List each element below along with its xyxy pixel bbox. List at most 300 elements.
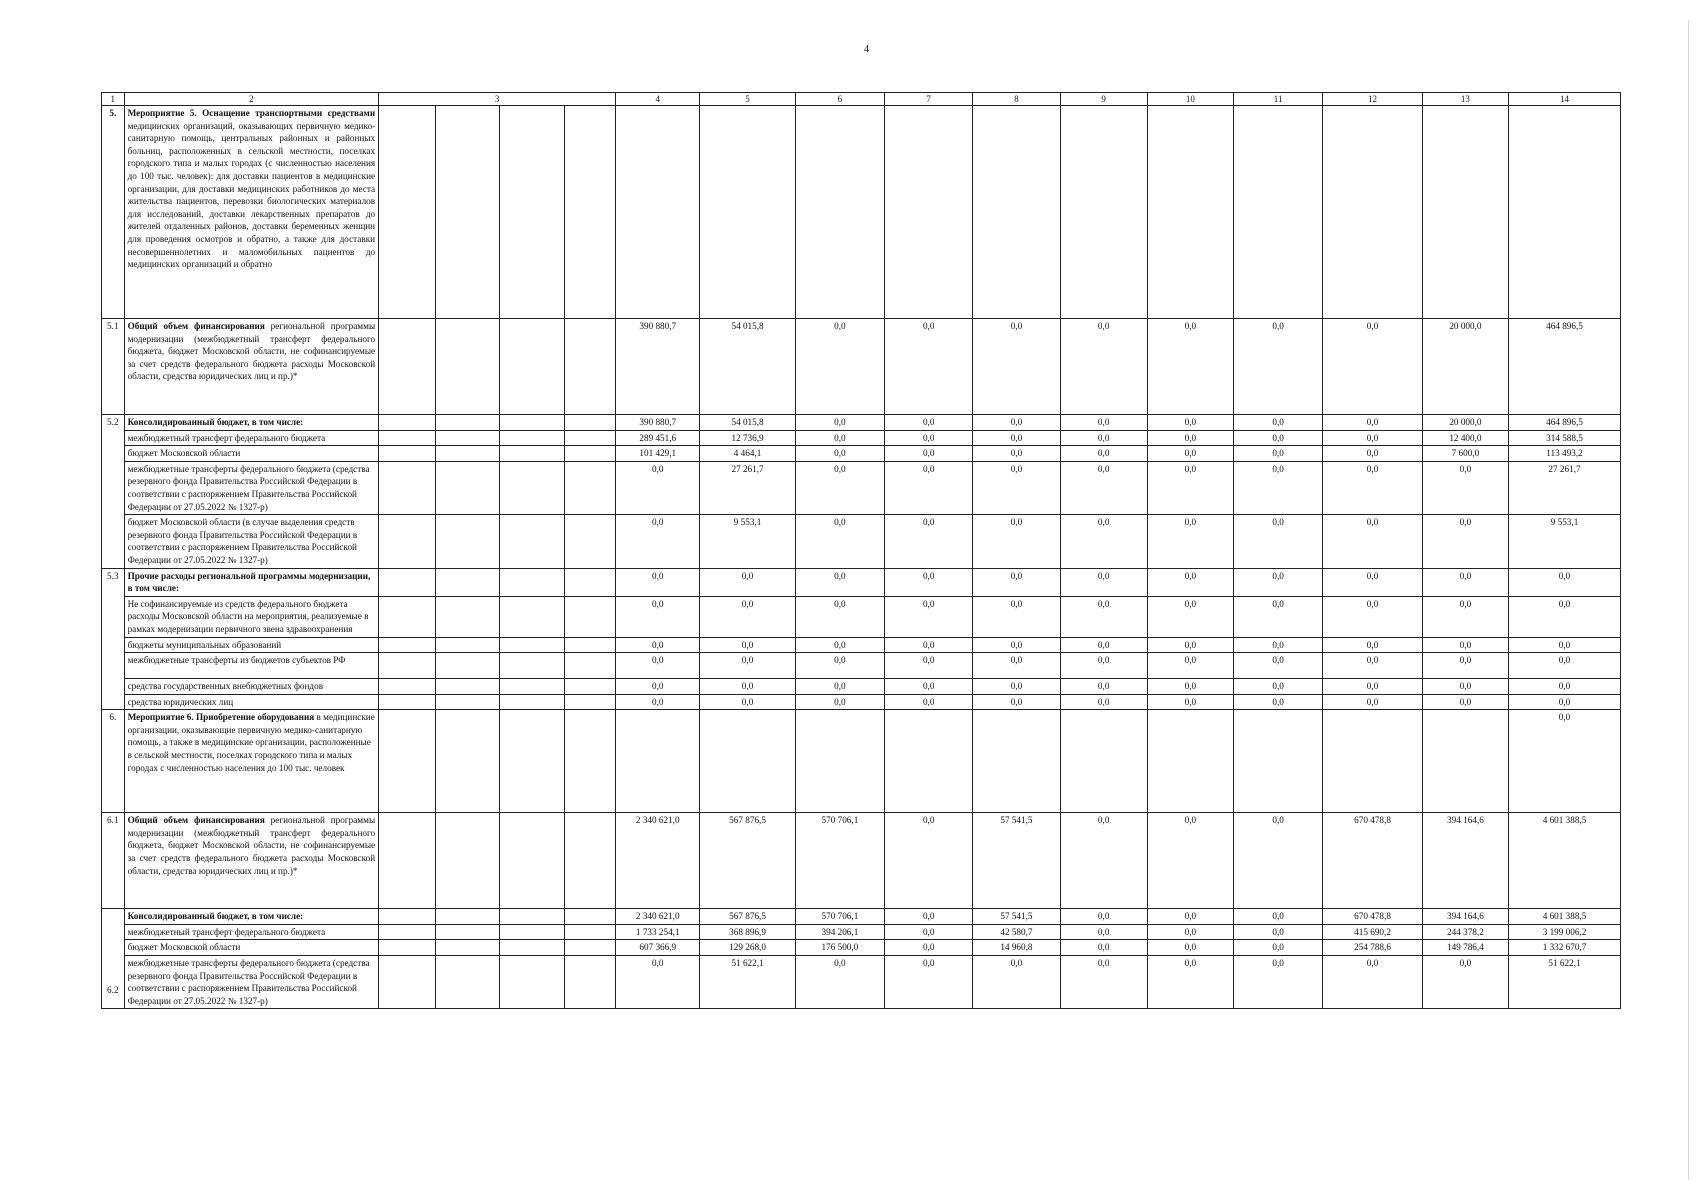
row-text: средства государственных внебюджетных фондов	[124, 679, 379, 695]
row-text: бюджет Московской области (в случае выделения средств резервного фонда Правительства Российской Федерации в соответствии с распоряжением Правительства Российской Федерации от 27.05.2022 № 1327-р)	[124, 515, 379, 568]
value-cell: 4 601 388,5	[1509, 813, 1621, 909]
empty-cell	[564, 461, 615, 514]
value-cell: 0,0	[1323, 596, 1423, 637]
table-row	[102, 415, 1621, 431]
row-number: 5.	[102, 106, 125, 319]
row-number: 5.3	[102, 568, 125, 710]
value-cell: 0,0	[1147, 446, 1233, 462]
table-row	[102, 319, 1621, 415]
col-header: 7	[885, 93, 973, 106]
value-cell: 244 378,2	[1422, 924, 1508, 940]
empty-cell	[379, 106, 435, 319]
empty-cell	[564, 446, 615, 462]
value-cell: 3 199 006,2	[1509, 924, 1621, 940]
value-cell: 314 588,5	[1509, 430, 1621, 446]
value-cell: 20 000,0	[1422, 319, 1508, 415]
value-cell: 0,0	[1147, 637, 1233, 653]
empty-cell	[564, 596, 615, 637]
value-cell	[616, 710, 700, 813]
empty-cell	[435, 909, 500, 925]
value-cell: 0,0	[795, 956, 884, 1009]
value-cell: 464 896,5	[1509, 415, 1621, 431]
value-cell: 0,0	[616, 637, 700, 653]
value-cell: 0,0	[1060, 956, 1147, 1009]
empty-cell	[435, 430, 500, 446]
value-cell	[973, 106, 1060, 319]
empty-cell	[435, 596, 500, 637]
value-cell: 0,0	[1147, 319, 1233, 415]
col-header: 9	[1060, 93, 1147, 106]
empty-cell	[379, 430, 435, 446]
value-cell: 0,0	[973, 415, 1060, 431]
col-header: 8	[973, 93, 1060, 106]
empty-cell	[564, 909, 615, 925]
empty-cell	[379, 446, 435, 462]
table-row	[102, 909, 1621, 925]
value-cell: 0,0	[1323, 430, 1423, 446]
empty-cell	[564, 106, 615, 319]
empty-cell	[379, 319, 435, 415]
value-cell: 101 429,1	[616, 446, 700, 462]
value-cell	[795, 106, 884, 319]
value-cell: 14 960,8	[973, 940, 1060, 956]
value-cell: 0,0	[1147, 596, 1233, 637]
empty-cell	[379, 679, 435, 695]
value-cell: 0,0	[885, 653, 973, 679]
financing-table	[101, 92, 1621, 1009]
value-cell: 0,0	[1509, 568, 1621, 596]
col-header: 3	[379, 93, 616, 106]
value-cell: 567 876,5	[700, 813, 795, 909]
value-cell: 0,0	[795, 319, 884, 415]
value-cell	[973, 710, 1060, 813]
empty-cell	[500, 909, 565, 925]
value-cell: 0,0	[1233, 461, 1322, 514]
value-cell: 0,0	[973, 446, 1060, 462]
value-cell: 57 541,5	[973, 909, 1060, 925]
empty-cell	[564, 940, 615, 956]
row-text: межбюджетные трансферты из бюджетов субъектов РФ	[124, 653, 379, 679]
value-cell: 0,0	[616, 956, 700, 1009]
empty-cell	[379, 568, 435, 596]
column-number-row	[102, 93, 1621, 106]
empty-cell	[500, 924, 565, 940]
value-cell	[1147, 106, 1233, 319]
empty-cell	[379, 710, 435, 813]
value-cell: 0,0	[1323, 694, 1423, 710]
row-text: средства юридических лиц	[124, 694, 379, 710]
value-cell: 0,0	[616, 694, 700, 710]
empty-cell	[435, 653, 500, 679]
value-cell: 0,0	[885, 694, 973, 710]
value-cell: 1 733 254,1	[616, 924, 700, 940]
value-cell: 670 478,8	[1323, 909, 1423, 925]
value-cell: 0,0	[1233, 956, 1322, 1009]
row-heading: Общий объем финансирования	[127, 321, 265, 331]
value-cell: 0,0	[973, 319, 1060, 415]
page-number: 4	[864, 44, 869, 55]
value-cell: 1 332 670,7	[1509, 940, 1621, 956]
value-cell: 0,0	[795, 694, 884, 710]
scan-edge-line	[1688, 20, 1689, 1180]
value-cell: 9 553,1	[700, 515, 795, 568]
empty-cell	[435, 515, 500, 568]
value-cell: 0,0	[1233, 415, 1322, 431]
row-text: межбюджетные трансферты федерального бюджета (средства резервного фонда Правительства Российской Федерации в соответствии с распоряжением Правительства Российской Федерации от 27.05.2022 № 1327-р)	[124, 461, 379, 514]
value-cell: 0,0	[1147, 940, 1233, 956]
value-cell: 394 206,1	[795, 924, 884, 940]
value-cell: 0,0	[1233, 813, 1322, 909]
table-row	[102, 515, 1621, 568]
value-cell: 0,0	[795, 637, 884, 653]
value-cell: 0,0	[1147, 909, 1233, 925]
value-cell: 0,0	[616, 461, 700, 514]
empty-cell	[379, 956, 435, 1009]
table-row	[102, 568, 1621, 596]
value-cell: 0,0	[1422, 461, 1508, 514]
row-text: бюджет Московской области	[124, 940, 379, 956]
table-row	[102, 653, 1621, 679]
value-cell: 0,0	[973, 653, 1060, 679]
value-cell: 0,0	[1509, 637, 1621, 653]
value-cell: 20 000,0	[1422, 415, 1508, 431]
value-cell: 27 261,7	[700, 461, 795, 514]
value-cell: 0,0	[1060, 924, 1147, 940]
value-cell: 0,0	[973, 515, 1060, 568]
value-cell: 54 015,8	[700, 415, 795, 431]
empty-cell	[379, 415, 435, 431]
row-text: межбюджетный трансферт федерального бюджета	[124, 430, 379, 446]
value-cell: 4 601 388,5	[1509, 909, 1621, 925]
value-cell: 0,0	[973, 568, 1060, 596]
value-cell: 0,0	[1422, 596, 1508, 637]
value-cell: 4 464,1	[700, 446, 795, 462]
value-cell: 0,0	[1509, 653, 1621, 679]
value-cell: 0,0	[1323, 679, 1423, 695]
row-number: 6.1	[102, 813, 125, 909]
value-cell	[1323, 106, 1423, 319]
value-cell: 42 580,7	[973, 924, 1060, 940]
value-cell: 0,0	[1147, 956, 1233, 1009]
table-row	[102, 924, 1621, 940]
value-cell: 0,0	[700, 596, 795, 637]
value-cell	[1422, 106, 1508, 319]
value-cell: 54 015,8	[700, 319, 795, 415]
value-cell: 0,0	[885, 515, 973, 568]
value-cell: 607 366,9	[616, 940, 700, 956]
value-cell: 0,0	[616, 679, 700, 695]
value-cell: 670 478,8	[1323, 813, 1423, 909]
table-row	[102, 637, 1621, 653]
value-cell: 567 876,5	[700, 909, 795, 925]
empty-cell	[500, 940, 565, 956]
empty-cell	[379, 924, 435, 940]
table-row	[102, 813, 1621, 909]
row-heading: Мероприятие 5. Оснащение транспортными средствами	[127, 108, 376, 118]
value-cell: 0,0	[885, 415, 973, 431]
value-cell: 2 340 621,0	[616, 909, 700, 925]
value-cell: 0,0	[1422, 956, 1508, 1009]
value-cell: 0,0	[1509, 596, 1621, 637]
empty-cell	[435, 319, 500, 415]
value-cell: 0,0	[1233, 679, 1322, 695]
value-cell: 0,0	[795, 568, 884, 596]
value-cell: 0,0	[1422, 694, 1508, 710]
empty-cell	[564, 924, 615, 940]
value-cell: 7 600,0	[1422, 446, 1508, 462]
col-header: 10	[1147, 93, 1233, 106]
value-cell: 51 622,1	[700, 956, 795, 1009]
value-cell: 0,0	[1509, 710, 1621, 813]
value-cell: 0,0	[795, 679, 884, 695]
empty-cell	[564, 430, 615, 446]
value-cell: 0,0	[885, 596, 973, 637]
table-row	[102, 710, 1621, 813]
col-header: 5	[700, 93, 795, 106]
value-cell: 0,0	[616, 515, 700, 568]
value-cell: 0,0	[616, 653, 700, 679]
value-cell	[1233, 106, 1322, 319]
value-cell: 0,0	[1147, 694, 1233, 710]
value-cell: 0,0	[700, 694, 795, 710]
value-cell: 0,0	[885, 461, 973, 514]
value-cell: 0,0	[1422, 568, 1508, 596]
value-cell: 0,0	[1323, 956, 1423, 1009]
value-cell: 0,0	[1060, 430, 1147, 446]
value-cell: 0,0	[973, 461, 1060, 514]
value-cell: 0,0	[1060, 637, 1147, 653]
row-heading: Мероприятие 6. Приобретение оборудования	[127, 712, 315, 723]
empty-cell	[379, 940, 435, 956]
value-cell	[700, 710, 795, 813]
empty-cell	[564, 679, 615, 695]
empty-cell	[564, 710, 615, 813]
value-cell: 0,0	[1147, 568, 1233, 596]
row-text: Консолидированный бюджет, в том числе:	[124, 909, 379, 925]
table-row	[102, 679, 1621, 695]
empty-cell	[435, 694, 500, 710]
value-cell: 0,0	[1233, 653, 1322, 679]
table-row	[102, 461, 1621, 514]
value-cell: 12 736,9	[700, 430, 795, 446]
value-cell: 0,0	[1147, 430, 1233, 446]
value-cell	[616, 106, 700, 319]
value-cell: 0,0	[1060, 596, 1147, 637]
value-cell: 0,0	[885, 446, 973, 462]
row-text: Общий объем финансирования региональной программы модернизации (межбюджетный трансферт федерального бюджета, бюджет Московской области, не софинансируемые за счет средств федерального бюджета расходы Московской области, средства юридических лиц и пр.)*	[124, 319, 379, 415]
empty-cell	[435, 956, 500, 1009]
value-cell: 0,0	[1323, 415, 1423, 431]
value-cell: 0,0	[1323, 461, 1423, 514]
empty-cell	[564, 956, 615, 1009]
value-cell: 0,0	[700, 637, 795, 653]
value-cell: 0,0	[1233, 515, 1322, 568]
value-cell: 390 880,7	[616, 415, 700, 431]
empty-cell	[379, 909, 435, 925]
empty-cell	[379, 637, 435, 653]
value-cell: 129 268,0	[700, 940, 795, 956]
value-cell: 0,0	[1060, 446, 1147, 462]
empty-cell	[435, 446, 500, 462]
value-cell: 113 493,2	[1509, 446, 1621, 462]
empty-cell	[435, 924, 500, 940]
value-cell	[1147, 710, 1233, 813]
row-number: 5.1	[102, 319, 125, 415]
empty-cell	[500, 568, 565, 596]
value-cell: 0,0	[1323, 446, 1423, 462]
value-cell: 0,0	[1060, 515, 1147, 568]
value-cell: 0,0	[973, 694, 1060, 710]
value-cell: 0,0	[1323, 653, 1423, 679]
value-cell: 0,0	[700, 653, 795, 679]
value-cell: 0,0	[1422, 637, 1508, 653]
value-cell: 0,0	[885, 924, 973, 940]
value-cell: 0,0	[1147, 679, 1233, 695]
value-cell: 0,0	[1323, 515, 1423, 568]
empty-cell	[500, 515, 565, 568]
row-text: Общий объем финансирования региональной программы модернизации (межбюджетный трансферт федерального бюджета, бюджет Московской области, не софинансируемые за счет средств федерального бюджета расходы Московской области, средства юридических лиц и пр.)*	[124, 813, 379, 909]
value-cell: 9 553,1	[1509, 515, 1621, 568]
value-cell: 0,0	[1233, 596, 1322, 637]
row-text: Консолидированный бюджет, в том числе:	[124, 415, 379, 431]
value-cell	[885, 106, 973, 319]
value-cell: 0,0	[1060, 940, 1147, 956]
value-cell: 0,0	[885, 909, 973, 925]
col-header: 4	[616, 93, 700, 106]
value-cell: 0,0	[1233, 924, 1322, 940]
value-cell: 0,0	[973, 430, 1060, 446]
value-cell	[1323, 710, 1423, 813]
value-cell: 0,0	[1422, 515, 1508, 568]
empty-cell	[500, 694, 565, 710]
value-cell: 0,0	[700, 568, 795, 596]
empty-cell	[564, 415, 615, 431]
row-number: 6.	[102, 710, 125, 813]
value-cell: 0,0	[795, 596, 884, 637]
empty-cell	[500, 813, 565, 909]
row-text: бюджеты муниципальных образований	[124, 637, 379, 653]
value-cell: 176 500,0	[795, 940, 884, 956]
value-cell: 0,0	[700, 679, 795, 695]
value-cell: 0,0	[1509, 679, 1621, 695]
value-cell: 0,0	[1147, 461, 1233, 514]
value-cell: 570 706,1	[795, 909, 884, 925]
row-text: Не софинансируемые из средств федерального бюджета расходы Московской области на мероприятия, реализуемые в рамках модернизации первичного звена здравоохранения	[124, 596, 379, 637]
value-cell: 0,0	[1147, 415, 1233, 431]
value-cell: 27 261,7	[1509, 461, 1621, 514]
empty-cell	[435, 940, 500, 956]
value-cell: 12 400,0	[1422, 430, 1508, 446]
empty-cell	[500, 679, 565, 695]
empty-cell	[500, 430, 565, 446]
empty-cell	[435, 679, 500, 695]
empty-cell	[500, 415, 565, 431]
value-cell: 0,0	[1060, 415, 1147, 431]
value-cell: 0,0	[1233, 446, 1322, 462]
value-cell: 394 164,6	[1422, 813, 1508, 909]
value-cell: 0,0	[1060, 694, 1147, 710]
value-cell: 464 896,5	[1509, 319, 1621, 415]
empty-cell	[564, 637, 615, 653]
col-header: 2	[124, 93, 379, 106]
value-cell: 0,0	[1323, 637, 1423, 653]
value-cell	[1233, 710, 1322, 813]
value-cell: 0,0	[616, 568, 700, 596]
empty-cell	[500, 956, 565, 1009]
table-row	[102, 446, 1621, 462]
empty-cell	[435, 710, 500, 813]
value-cell: 0,0	[1323, 568, 1423, 596]
empty-cell	[435, 415, 500, 431]
value-cell	[795, 710, 884, 813]
table-row	[102, 940, 1621, 956]
value-cell: 0,0	[1147, 653, 1233, 679]
empty-cell	[500, 653, 565, 679]
row-text: Мероприятие 6. Приобретение оборудования в медицинские организации, оказывающие первичную медико-санитарную помощь, а также в медицинские организации, расположенные в сельской местности, поселках городского типа и малых городах с численностью населения до 100 тыс. человек	[124, 710, 379, 813]
empty-cell	[500, 446, 565, 462]
value-cell: 0,0	[1233, 319, 1322, 415]
value-cell: 390 880,7	[616, 319, 700, 415]
empty-cell	[564, 653, 615, 679]
value-cell: 0,0	[1060, 568, 1147, 596]
empty-cell	[564, 694, 615, 710]
empty-cell	[500, 319, 565, 415]
value-cell: 0,0	[795, 430, 884, 446]
table-row	[102, 956, 1621, 1009]
value-cell: 415 690,2	[1323, 924, 1423, 940]
row-text: Прочие расходы региональной программы модернизации, в том числе:	[124, 568, 379, 596]
empty-cell	[435, 461, 500, 514]
empty-cell	[564, 568, 615, 596]
value-cell: 57 541,5	[973, 813, 1060, 909]
empty-cell	[379, 694, 435, 710]
empty-cell	[379, 653, 435, 679]
col-header: 14	[1509, 93, 1621, 106]
value-cell: 0,0	[616, 596, 700, 637]
value-cell: 0,0	[795, 446, 884, 462]
value-cell: 0,0	[1323, 319, 1423, 415]
empty-cell	[500, 710, 565, 813]
value-cell: 0,0	[1233, 637, 1322, 653]
row-heading: Общий объем финансирования	[127, 815, 265, 826]
value-cell: 0,0	[973, 596, 1060, 637]
col-header: 11	[1233, 93, 1322, 106]
value-cell: 0,0	[1233, 940, 1322, 956]
value-cell: 0,0	[1233, 430, 1322, 446]
value-cell	[700, 106, 795, 319]
empty-cell	[379, 515, 435, 568]
value-cell: 0,0	[885, 637, 973, 653]
row-number: 6.2	[102, 909, 125, 1009]
value-cell: 0,0	[973, 679, 1060, 695]
value-cell: 0,0	[795, 515, 884, 568]
row-number: 5.2	[102, 415, 125, 569]
value-cell	[1422, 710, 1508, 813]
value-cell	[885, 710, 973, 813]
row-text: бюджет Московской области	[124, 446, 379, 462]
empty-cell	[500, 637, 565, 653]
value-cell: 0,0	[973, 956, 1060, 1009]
table-row	[102, 596, 1621, 637]
value-cell: 570 706,1	[795, 813, 884, 909]
value-cell: 0,0	[885, 940, 973, 956]
col-header: 6	[795, 93, 884, 106]
value-cell: 289 451,6	[616, 430, 700, 446]
value-cell: 0,0	[885, 956, 973, 1009]
value-cell: 0,0	[1147, 924, 1233, 940]
value-cell: 0,0	[885, 319, 973, 415]
value-cell: 368 896,9	[700, 924, 795, 940]
